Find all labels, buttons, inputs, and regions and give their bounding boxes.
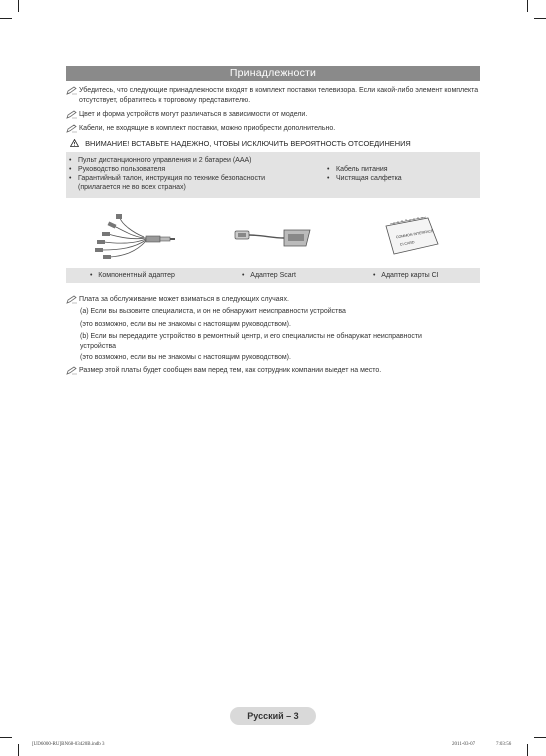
crop-mark bbox=[0, 18, 12, 19]
note-service-fee bbox=[66, 366, 486, 376]
list-item: • Чистящая салфетка bbox=[327, 175, 402, 182]
adapter-label-component: • Компонентный адаптер bbox=[90, 272, 175, 279]
note-service-lead bbox=[66, 295, 486, 305]
warning-triangle-icon bbox=[70, 139, 79, 147]
ci-card-adapter-image bbox=[380, 214, 442, 256]
note-color-form bbox=[66, 110, 486, 120]
note-intro bbox=[66, 86, 486, 105]
note-cables-text: Кабели, не входящие в комплект поставки, можно приобрести дополнительно. bbox=[79, 125, 336, 132]
service-fee-text: Размер этой платы будет сообщен вам перед тем, как сотрудник компании выедет на место. bbox=[79, 367, 382, 374]
crop-mark bbox=[527, 0, 528, 12]
warning-line bbox=[70, 139, 411, 149]
component-adapter-image bbox=[86, 210, 182, 260]
crop-mark bbox=[18, 0, 19, 12]
adapter-labels-row bbox=[66, 268, 480, 283]
list-item: • Гарантийный талон, инструкция по технике безопасности (прилагается не во всех странах) bbox=[69, 175, 266, 191]
service-case-b: (b) Если вы передадите устройство в ремонтный центр, и его специалисты не обнаружат неисправности устройства bbox=[80, 333, 422, 350]
pencil-note-icon bbox=[66, 124, 78, 133]
service-case-a-note: (это возможно, если вы не знакомы с настоящим руководством). bbox=[80, 321, 291, 328]
scart-adapter-image bbox=[232, 222, 316, 250]
ci-card-label: COMMON INTERFACE bbox=[395, 228, 434, 240]
footer-filename: [UD6000-RU]BN68-03420B.indb 3 bbox=[32, 742, 105, 747]
pencil-note-icon bbox=[66, 110, 78, 119]
page-number-badge: Русский – 3 bbox=[230, 707, 316, 725]
included-list-right bbox=[324, 165, 464, 183]
section-title: Принадлежности bbox=[66, 66, 480, 81]
pencil-note-icon bbox=[66, 295, 78, 304]
included-list-left bbox=[66, 156, 306, 192]
crop-mark bbox=[527, 744, 528, 756]
list-item: • Кабель питания bbox=[327, 166, 388, 173]
list-item: • Пульт дистанционного управления и 2 батареи (AAA) bbox=[69, 157, 252, 164]
footer-time: 7:03:56 bbox=[496, 742, 512, 747]
service-case-a: (a) Если вы вызовите специалиста, и он не обнаружит неисправности устройства bbox=[80, 308, 346, 315]
note-intro-text: Убедитесь, что следующие принадлежности входят в комплект поставки телевизора. Если какой-либо элемент комплекта отсутствует, обратитесь к торговому представителю. bbox=[79, 87, 479, 104]
crop-mark bbox=[0, 737, 12, 738]
adapter-label-ci: • Адаптер карты CI bbox=[373, 272, 439, 279]
service-lead-text: Плата за обслуживание может взиматься в следующих случаях. bbox=[79, 296, 289, 303]
ci-card-label2: CI CARD bbox=[399, 240, 415, 247]
warning-text: ВНИМАНИЕ! ВСТАВЬТЕ НАДЕЖНО, ЧТОБЫ ИСКЛЮЧИТЬ ВЕРОЯТНОСТЬ ОТСОЕДИНЕНИЯ bbox=[85, 139, 411, 148]
adapter-label-scart: • Адаптер Scart bbox=[242, 272, 296, 279]
footer-date: 2011-03-07 bbox=[452, 742, 476, 747]
list-item: • Руководство пользователя bbox=[69, 166, 166, 173]
crop-mark bbox=[534, 18, 546, 19]
pencil-note-icon bbox=[66, 366, 78, 375]
crop-mark bbox=[534, 737, 546, 738]
crop-mark bbox=[18, 744, 19, 756]
pencil-note-icon bbox=[66, 86, 78, 95]
note-color-form-text: Цвет и форма устройств могут различаться в зависимости от модели. bbox=[79, 111, 308, 118]
note-cables bbox=[66, 124, 486, 134]
service-case-b-note: (это возможно, если вы не знакомы с настоящим руководством). bbox=[80, 354, 291, 361]
